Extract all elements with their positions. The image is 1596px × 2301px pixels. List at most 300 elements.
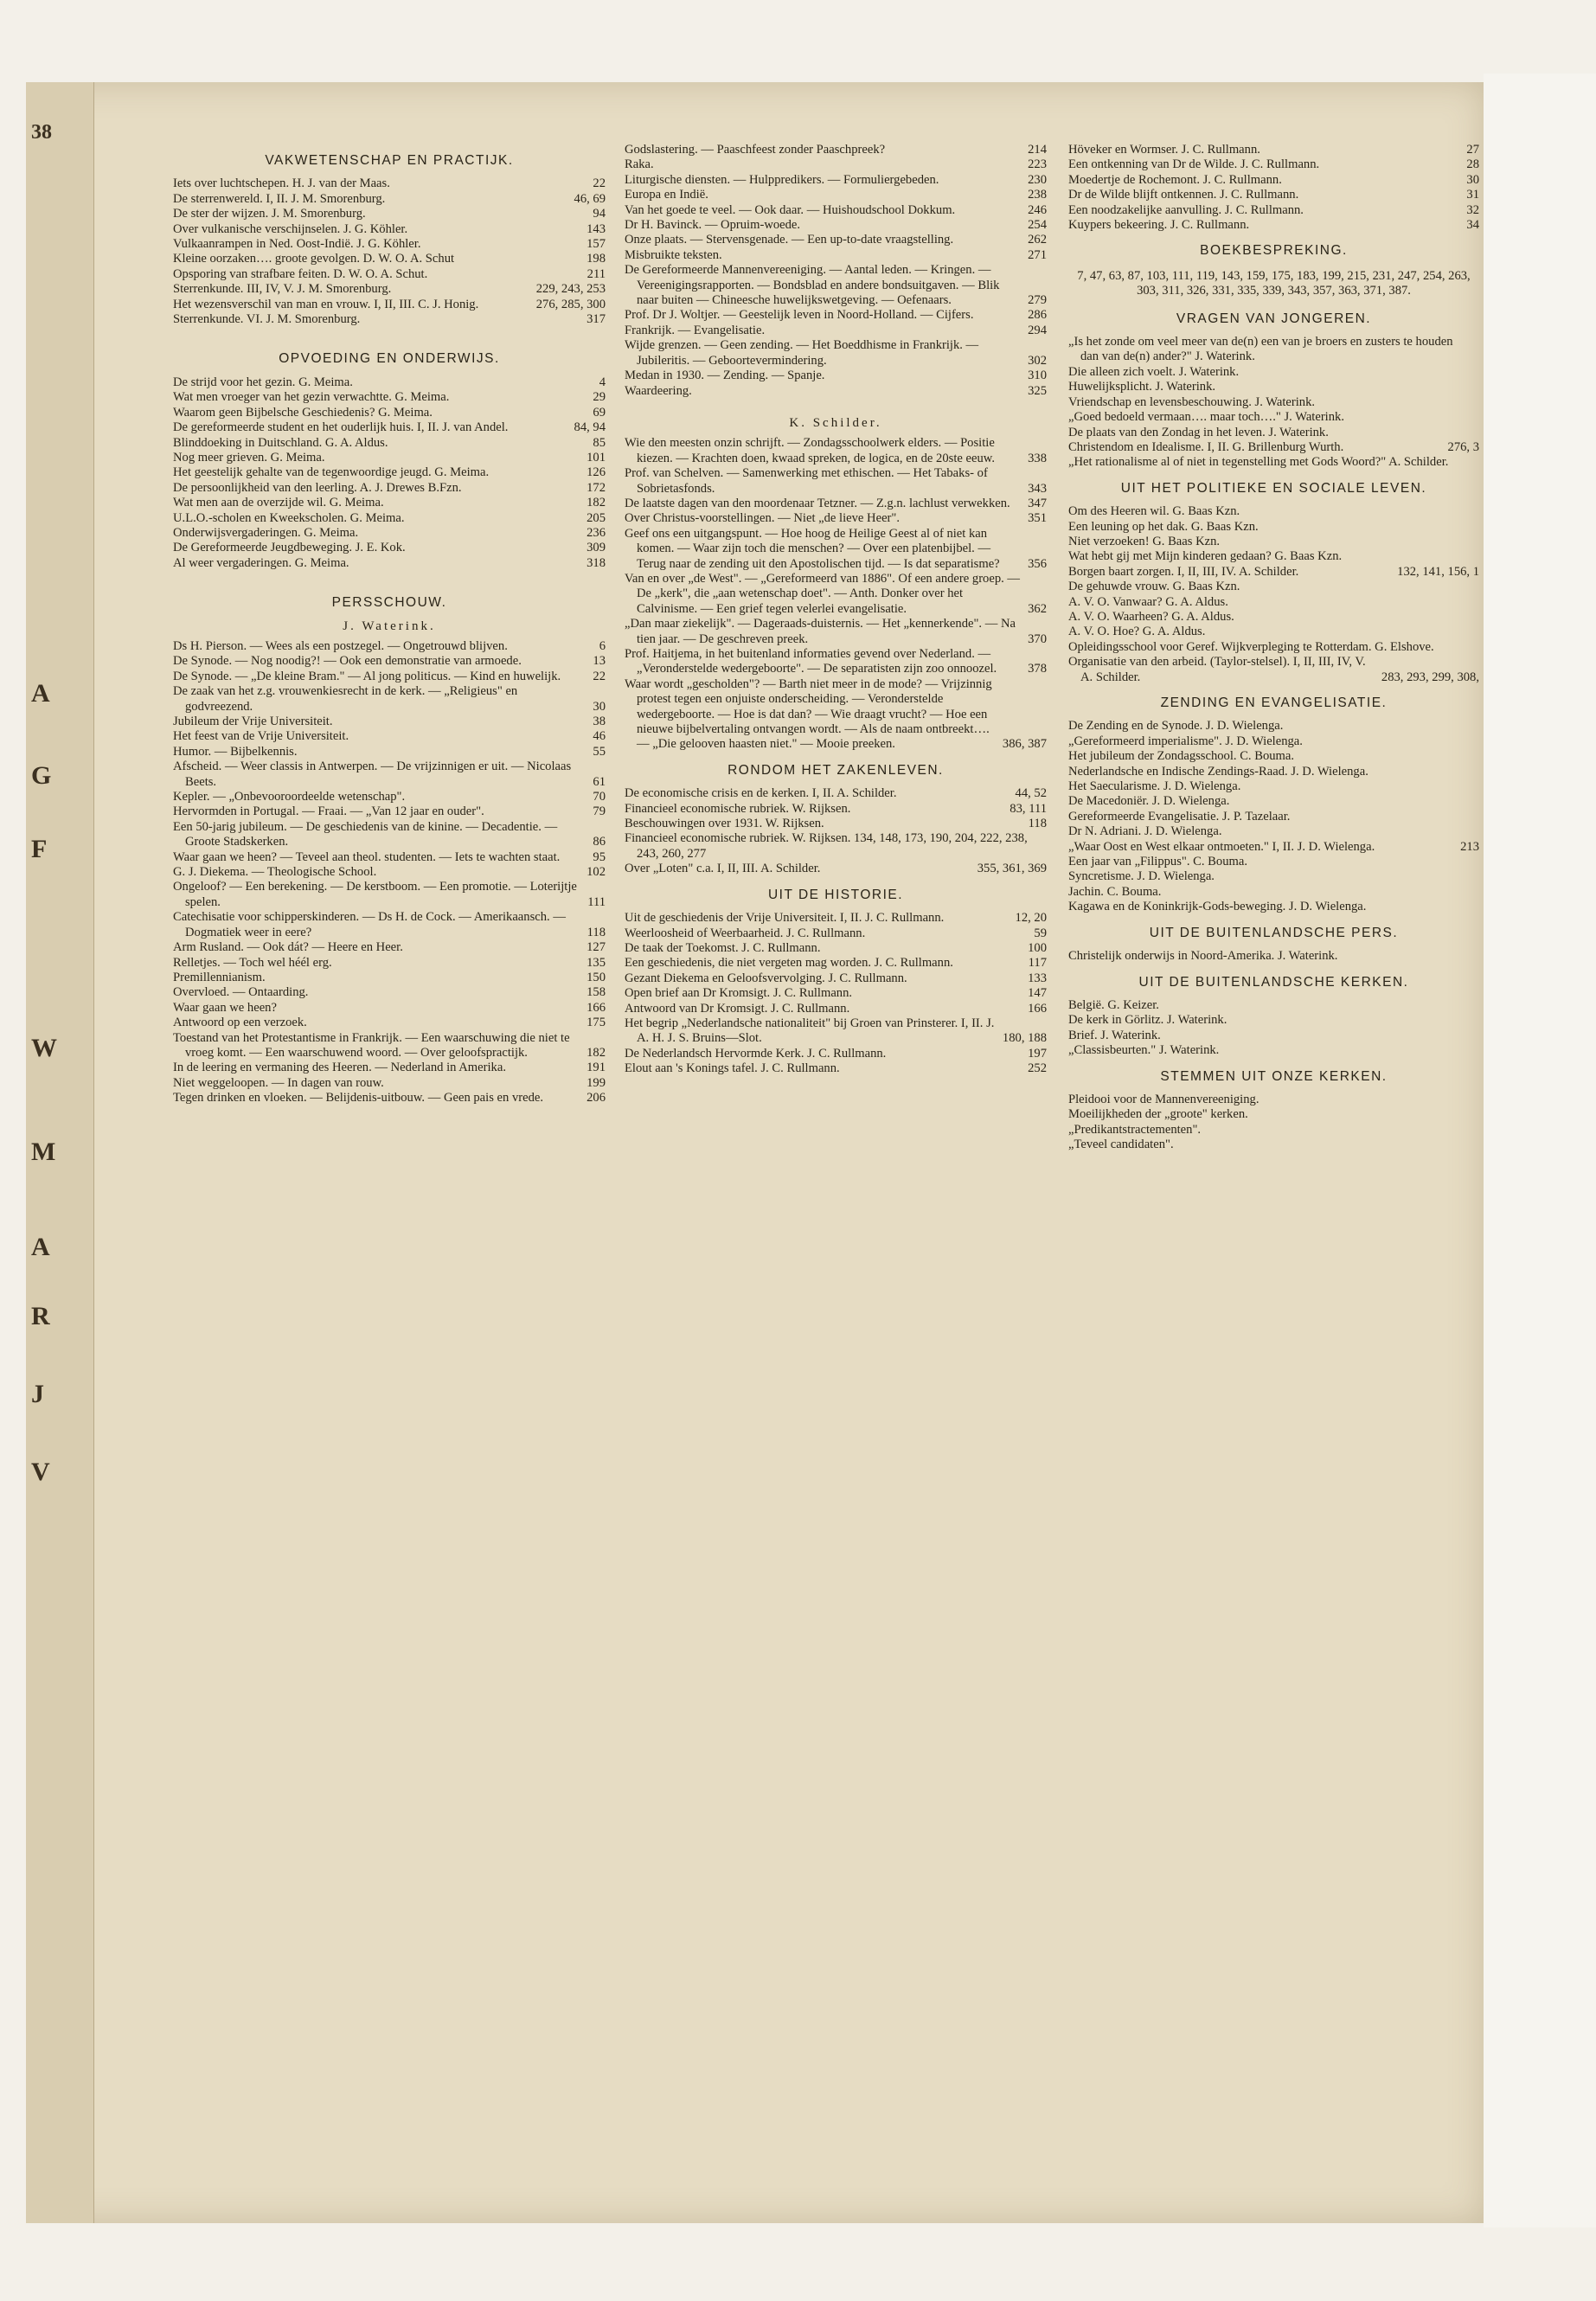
- author-subheading: J. Waterink.: [343, 619, 436, 633]
- spacer: [625, 399, 1047, 413]
- index-entry: [1068, 565, 1479, 580]
- index-entry: [1068, 885, 1479, 900]
- index-entry: [1068, 855, 1479, 869]
- entry-page-numbers: 126: [586, 465, 606, 480]
- entry-title: Liturgische diensten. — Hulppredikers. — Formuliergebeden.: [625, 172, 939, 187]
- index-entry: [173, 715, 606, 729]
- index-entry: [1068, 779, 1479, 794]
- index-entry: [173, 298, 606, 312]
- index-entry: [625, 862, 1047, 876]
- index-entry: [173, 1076, 606, 1091]
- entry-page-numbers: 213: [1460, 839, 1479, 854]
- entry-page-numbers: 286: [1028, 308, 1047, 323]
- index-entry: [173, 790, 606, 804]
- entry-page-numbers: 31: [1466, 188, 1479, 202]
- index-entry: [625, 233, 1047, 247]
- index-entry: [625, 986, 1047, 1001]
- entry-page-numbers: 133: [1028, 971, 1047, 985]
- section-heading: UIT DE BUITENLANDSCHE KERKEN.: [1138, 974, 1409, 990]
- index-entry: [173, 745, 606, 760]
- entry-page-numbers: 223: [1028, 157, 1047, 172]
- index-entry: [625, 802, 1047, 817]
- index-entry: [1068, 810, 1479, 824]
- index-entry: [1068, 535, 1479, 549]
- entry-page-numbers: 132, 141, 156, 1: [1397, 564, 1479, 579]
- section-heading: OPVOEDING EN ONDERWIJS.: [279, 351, 500, 367]
- index-entry: [173, 465, 606, 480]
- index-entry: [625, 971, 1047, 986]
- entry-title: „Is het zonde om veel meer van de(n) een van je broers en zusters te houden dan van de(n) ander?" J. Waterink.: [1068, 335, 1453, 364]
- entry-title: U.L.O.-scholen en Kweekscholen. G. Meima.: [173, 510, 405, 525]
- index-entry: [625, 1002, 1047, 1016]
- entry-title: Nederlandsche en Indische Zendings-Raad. J. D. Wielenga.: [1068, 764, 1368, 779]
- entry-page-numbers: 182: [586, 1045, 606, 1060]
- entry-page-numbers: 310: [1028, 369, 1047, 383]
- entry-page-numbers: 70: [593, 790, 606, 804]
- entry-title: Vulkaanrampen in Ned. Oost-Indië. J. G. Köhler.: [173, 237, 421, 252]
- entry-page-numbers: 46, 69: [574, 191, 606, 206]
- index-entry: [1068, 998, 1479, 1013]
- entry-title: Opleidingsschool voor Geref. Wijkverpleging te Rotterdam. G. Elshove.: [1068, 639, 1434, 654]
- entry-title: Christendom en Idealisme. I, II. G. Brillenburg Wurth.: [1068, 439, 1344, 454]
- entry-title: Relletjes. — Toch wel héél erg.: [173, 955, 332, 970]
- entry-title: Arm Rusland. — Ook dát? — Heere en Heer.: [173, 940, 403, 955]
- index-entry: [1068, 1029, 1479, 1043]
- index-entry: [1068, 549, 1479, 564]
- entry-title: Het wezensverschil van man en vrouw. I, II, III. C. J. Honig.: [173, 297, 479, 311]
- entry-title: Vriendschap en levensbeschouwing. J. Waterink.: [1068, 394, 1316, 409]
- entry-page-numbers: 59: [1034, 926, 1047, 940]
- entry-page-numbers: 386, 387: [1002, 737, 1047, 752]
- index-entry: [173, 375, 606, 390]
- entry-page-numbers: 236: [586, 525, 606, 540]
- section-heading: BOEKBESPREKING.: [1200, 243, 1348, 259]
- entry-title: De gereformeerde student en het ouderlijk huis. I, II. J. van Andel.: [173, 420, 509, 435]
- index-entry: [1068, 365, 1479, 380]
- index-entry: [1068, 173, 1479, 188]
- entry-title: Wie den meesten onzin schrijft. — Zondagsschoolwerk elders. — Positie kiezen. — Krachten doen, kwaad spreken, de logica, en de 20ste eeuw.: [625, 436, 995, 465]
- entry-title: Christelijk onderwijs in Noord-Amerika. J. Waterink.: [1068, 949, 1338, 964]
- entry-title: Europa en Indië.: [625, 188, 708, 202]
- entry-title: De ster der wijzen. J. M. Smorenburg.: [173, 207, 366, 221]
- index-entry: [173, 511, 606, 526]
- entry-title: Het begrip „Nederlandsche nationaliteit" bij Groen van Prinsterer. I, II. J. A. H. J. S. Bruins—Slot.: [625, 1016, 995, 1046]
- entry-title: Premillennianism.: [173, 970, 266, 984]
- index-entry: [173, 496, 606, 510]
- index-entry: [1068, 655, 1479, 685]
- entry-title: Elout aan 's Konings tafel. J. C. Rullmann.: [625, 1061, 840, 1076]
- index-entry: [173, 1016, 606, 1030]
- entry-title: Prof. Haitjema, in het buitenland informaties gevend over Nederland. — „Veronderstelde wedergeboorte". — De separatisten zijn zoo onnoozel.: [625, 647, 997, 676]
- index-entry: [173, 684, 606, 715]
- entry-title: De Zending en de Synode. J. D. Wielenga.: [1068, 719, 1284, 734]
- index-entry: [625, 203, 1047, 218]
- index-entry: [173, 252, 606, 266]
- index-entry: [1068, 218, 1479, 233]
- entry-title: Een noodzakelijke aanvulling. J. C. Rullmann.: [1068, 202, 1304, 217]
- entry-title: Die alleen zich voelt. J. Waterink.: [1068, 364, 1240, 379]
- entry-title: Blinddoeking in Duitschland. G. A. Aldus.: [173, 435, 388, 450]
- binding-letter: G: [31, 761, 52, 790]
- margin-background: [1484, 74, 1596, 2227]
- entry-page-numbers: 30: [1466, 172, 1479, 187]
- index-entry: [173, 1031, 606, 1061]
- entry-title: „Waar Oost en West elkaar ontmoeten." I, II. J. D. Wielenga.: [1068, 839, 1375, 854]
- binding-letter: R: [31, 1302, 50, 1330]
- entry-title: Van en over „de West". — „Gereformeerd van 1886". Of een andere groep. — De „kerk", die „aan wetenschap doet". — Anth. Donker over het Calvinisme. — Een grief tegen velerlei evangelisatie.: [625, 571, 1021, 616]
- index-entry: [1068, 157, 1479, 172]
- index-entry: [1068, 410, 1479, 425]
- entry-page-numbers: 95: [593, 849, 606, 864]
- entry-title: Misbruikte teksten.: [625, 247, 722, 262]
- section-heading: UIT HET POLITIEKE EN SOCIALE LEVEN.: [1120, 480, 1427, 496]
- entry-title: De Synode. — „De kleine Bram." — Al jong politicus. — Kind en huwelijk.: [173, 669, 561, 683]
- index-entry: [173, 451, 606, 465]
- entry-title: „Het rationalisme al of niet in tegenstelling met Gods Woord?" A. Schilder.: [1068, 455, 1449, 470]
- entry-page-numbers: 118: [586, 925, 606, 939]
- entry-title: Brief. J. Waterink.: [1068, 1028, 1161, 1042]
- entry-title: De sterrenwereld. I, II. J. M. Smorenburg.: [173, 191, 386, 206]
- entry-page-numbers: 180, 188: [1002, 1031, 1047, 1046]
- index-entry: [625, 511, 1047, 526]
- entry-title: Over Christus-voorstellingen. — Niet „de lieve Heer".: [625, 511, 901, 526]
- entry-page-numbers: 246: [1028, 202, 1047, 217]
- page-number-fragment: 38: [31, 121, 52, 144]
- entry-title: Een 50-jarig jubileum. — De geschiedenis van de kinine. — Decadentie. — Groote Stadskerken.: [173, 819, 558, 849]
- entry-title: Waar gaan we heen? — Teveel aan theol. studenten. — Iets te wachten staat.: [173, 849, 561, 864]
- entry-title: Kagawa en de Koninkrijk-Gods-beweging. J. D. Wielenga.: [1068, 900, 1367, 914]
- entry-title: Beschouwingen over 1931. W. Rijksen.: [625, 817, 824, 831]
- entry-page-numbers: 22: [593, 176, 606, 191]
- entry-title: De economische crisis en de kerken. I, II. A. Schilder.: [625, 786, 897, 801]
- entry-page-numbers: 197: [1028, 1046, 1047, 1061]
- entry-page-numbers: 211: [586, 266, 606, 281]
- index-entry: [1068, 520, 1479, 535]
- entry-title: Van het goede te veel. — Ook daar. — Huishoudschool Dokkum.: [625, 202, 956, 217]
- section-heading: UIT DE HISTORIE.: [767, 887, 904, 902]
- entry-title: Ongeloof? — Een berekening. — De kerstboom. — Een promotie. — Loterijtje spelen.: [173, 880, 577, 909]
- entry-title: Antwoord op een verzoek.: [173, 1016, 307, 1030]
- entry-title: A. V. O. Hoe? G. A. Aldus.: [1068, 625, 1206, 639]
- entry-page-numbers: 6: [599, 638, 606, 653]
- entry-page-numbers: 205: [586, 510, 606, 525]
- index-entry: [173, 420, 606, 435]
- index-entry: [173, 654, 606, 669]
- index-entry: [1068, 1043, 1479, 1058]
- entry-title: Om des Heeren wil. G. Baas Kzn.: [1068, 504, 1240, 519]
- entry-title: Pleidooi voor de Mannenvereeniging.: [1068, 1092, 1259, 1106]
- spacer: [173, 327, 606, 341]
- index-entry: [173, 850, 606, 865]
- index-entry: [173, 865, 606, 880]
- entry-title: Afscheid. — Weer classis in Antwerpen. — De vrijzinnigen er uit. — Nicolaas Beets.: [173, 760, 572, 789]
- entry-title: Hervormden in Portugal. — Fraai. — „Van 12 jaar en ouder".: [173, 804, 484, 819]
- entry-title: Gezant Diekema en Geloofsvervolging. J. C. Rullmann.: [625, 971, 907, 985]
- index-entry: [173, 971, 606, 985]
- entry-title: Een ontkenning van Dr de Wilde. J. C. Rullmann.: [1068, 157, 1320, 172]
- entry-page-numbers: 238: [1028, 188, 1047, 202]
- entry-title: Tegen drinken en vloeken. — Belijdenis-uitbouw. — Geen pais en vrede.: [173, 1091, 544, 1106]
- entry-page-numbers: 191: [586, 1061, 606, 1075]
- binding-letter: F: [31, 835, 48, 863]
- entry-page-numbers: 85: [593, 435, 606, 450]
- entry-page-numbers: 61: [593, 774, 606, 789]
- index-entry: [1068, 380, 1479, 394]
- index-entry: [1068, 765, 1479, 779]
- entry-page-numbers: 230: [1028, 172, 1047, 187]
- index-entry: [173, 910, 606, 940]
- entry-title: A. V. O. Vanwaar? G. A. Aldus.: [1068, 594, 1228, 609]
- index-entry: [1068, 426, 1479, 440]
- entry-page-numbers: 158: [586, 985, 606, 1000]
- index-entry: [625, 617, 1047, 647]
- entry-title: Kepler. — „Onbevooroordeelde wetenschap".: [173, 790, 406, 804]
- index-entry: [1068, 440, 1479, 455]
- entry-title: Financieel economische rubriek. W. Rijksen.: [625, 801, 851, 816]
- section-heading: ZENDING EN EVANGELISATIE.: [1160, 695, 1388, 710]
- entry-title: Huwelijksplicht. J. Waterink.: [1068, 380, 1216, 394]
- entry-title: Open brief aan Dr Kromsigt. J. C. Rullmann.: [625, 986, 853, 1001]
- section-heading: RONDOM HET ZAKENLEVEN.: [727, 762, 944, 778]
- entry-page-numbers: 214: [1028, 143, 1047, 157]
- index-entry: [625, 786, 1047, 801]
- entry-title: Gereformeerde Evangelisatie. J. P. Tazelaar.: [1068, 809, 1291, 824]
- entry-title: Onze plaats. — Stervensgenade. — Een up-to-date vraagstelling.: [625, 233, 954, 247]
- entry-title: Jubileum der Vrije Universiteit.: [173, 715, 333, 728]
- index-entry: [173, 526, 606, 541]
- entry-title: De Gereformeerde Mannenvereeniging. — Aantal leden. — Kringen. — Vereenigingsrapporten. — Bondsblad en andere bondsuitgaven. — Blik naar buiten — Chineesche huwelijkswetgeving. — Oefenaars.: [625, 263, 1000, 308]
- index-entry: [625, 466, 1047, 497]
- index-entry: [1068, 1013, 1479, 1028]
- index-entry: [625, 248, 1047, 263]
- entry-title: Uit de geschiedenis der Vrije Universiteit. I, II. J. C. Rullmann.: [625, 911, 945, 926]
- index-entry: [173, 639, 606, 654]
- entry-page-numbers: 283, 293, 299, 308,: [1381, 670, 1479, 684]
- entry-page-numbers: 343: [1028, 481, 1047, 496]
- entry-page-numbers: 147: [1028, 986, 1047, 1001]
- index-entry: [625, 497, 1047, 511]
- entry-page-numbers: 254: [1028, 218, 1047, 233]
- entry-page-numbers: 150: [586, 970, 606, 984]
- index-entry: [1068, 949, 1479, 964]
- binding-letter: A: [31, 679, 50, 708]
- entry-title: De Macedoniër. J. D. Wielenga.: [1068, 794, 1230, 809]
- index-entry: [173, 1001, 606, 1016]
- index-entry: [625, 157, 1047, 172]
- entry-title: De gehuwde vrouw. G. Baas Kzn.: [1068, 580, 1240, 594]
- entry-title: Het Saecularisme. J. D. Wielenga.: [1068, 779, 1241, 794]
- index-entry: [173, 820, 606, 850]
- index-column-1: [173, 143, 606, 1106]
- entry-page-numbers: 172: [586, 480, 606, 495]
- index-entry: [1068, 1138, 1479, 1152]
- entry-page-numbers: 199: [586, 1075, 606, 1090]
- entry-title: „Dan maar ziekelijk". — Dageraads-duisternis. — Het „kennerkende". — Na tien jaar. — De geschreven preek.: [625, 617, 1016, 646]
- index-entry: [625, 173, 1047, 188]
- entry-page-numbers: 182: [586, 496, 606, 510]
- entry-title: Wat men aan de overzijde wil. G. Meima.: [173, 496, 384, 510]
- entry-title: Waar gaan we heen?: [173, 1000, 277, 1015]
- index-entry: [173, 670, 606, 684]
- entry-page-numbers: 309: [586, 541, 606, 555]
- index-entry: [625, 1047, 1047, 1061]
- index-entry: [173, 192, 606, 207]
- index-entry: [1068, 335, 1479, 365]
- entry-title: Waar wordt „gescholden"? — Barth niet meer in de mode? — Vrijzinnig protest tegen een onjuiste onderscheiding. — Veronderstelde wedergeboorte. — Hoe is dat dan? — Wie draagt vrucht? — Hoe een nieuwe bijbelvertaling ontvangen wordt. — Als de naam ontbreekt…. — „Die gelooven haasten niet." — Mooie preeken.: [625, 676, 992, 752]
- index-entry: [1068, 625, 1479, 639]
- index-entry: [625, 369, 1047, 383]
- index-entry: [1068, 188, 1479, 202]
- index-entry: [173, 436, 606, 451]
- entry-title: Weerloosheid of Weerbaarheid. J. C. Rullmann.: [625, 926, 866, 940]
- entry-title: Moedertje de Rochemont. J. C. Rullmann.: [1068, 172, 1282, 187]
- entry-page-numbers: 84, 94: [574, 420, 606, 435]
- entry-title: De plaats van den Zondag in het leven. J. Waterink.: [1068, 425, 1329, 439]
- entry-page-numbers: 378: [1028, 662, 1047, 676]
- entry-title: Frankrijk. — Evangelisatie.: [625, 323, 766, 337]
- index-entry: [1068, 1107, 1479, 1122]
- entry-title: Al weer vergaderingen. G. Meima.: [173, 555, 349, 570]
- index-entry: [173, 481, 606, 496]
- entry-title: Toestand van het Protestantisme in Frankrijk. — Een waarschuwing die niet te vroeg komt. — Een waarschuwend woord. — Over geloofspractijk.: [173, 1030, 570, 1060]
- section-heading: UIT DE BUITENLANDSCHE PERS.: [1149, 925, 1399, 940]
- entry-title: Sterrenkunde. VI. J. M. Smorenburg.: [173, 312, 361, 327]
- entry-title: Een leuning op het dak. G. Baas Kzn.: [1068, 519, 1259, 534]
- author-subheading: K. Schilder.: [789, 415, 882, 430]
- index-entry: [173, 760, 606, 790]
- index-entry: [173, 556, 606, 571]
- entry-title: Sterrenkunde. III, IV, V. J. M. Smorenburg.: [173, 282, 392, 297]
- entry-title: Wijde grenzen. — Geen zending. — Het Boeddhisme in Frankrijk. — Jubileritis. — Geboortevermindering.: [625, 338, 979, 368]
- binding-letter: J: [31, 1380, 44, 1408]
- index-entry: [1068, 1123, 1479, 1138]
- entry-title: De persoonlijkheid van den leerling. A. J. Drewes B.Fzn.: [173, 480, 462, 495]
- index-entry: [625, 677, 1047, 753]
- entry-title: De strijd voor het gezin. G. Meima.: [173, 375, 353, 389]
- entry-page-numbers: 100: [1028, 940, 1047, 955]
- entry-title: Overvloed. — Ontaarding.: [173, 985, 309, 1000]
- entry-title: Onderwijsvergaderingen. G. Meima.: [173, 525, 359, 540]
- entry-title: Ds H. Pierson. — Wees als een postzegel. — Ongetrouwd blijven.: [173, 638, 508, 653]
- entry-page-numbers: 175: [586, 1016, 606, 1030]
- binding-letter: M: [31, 1138, 56, 1166]
- entry-title: Catechisatie voor schipperskinderen. — Ds H. de Cock. — Amerikaansch. — Dogmatiek weer in eere?: [173, 910, 566, 939]
- entry-title: De Nederlandsch Hervormde Kerk. J. C. Rullmann.: [625, 1046, 887, 1061]
- entry-page-numbers: 279: [1028, 293, 1047, 308]
- entry-title: Niet verzoeken! G. Baas Kzn.: [1068, 534, 1221, 548]
- entry-title: Kleine oorzaken…. groote gevolgen. D. W. O. A. Schut: [173, 252, 455, 266]
- entry-page-numbers: 262: [1028, 233, 1047, 247]
- entry-page-numbers: 325: [1028, 383, 1047, 398]
- entry-title: Een jaar van „Filippus". C. Bouma.: [1068, 855, 1247, 869]
- section-heading: STEMMEN UIT ONZE KERKEN.: [1160, 1068, 1388, 1084]
- index-entry: [625, 831, 1047, 862]
- index-entry: [625, 647, 1047, 677]
- entry-title: Waarom geen Bijbelsche Geschiedenis? G. Meima.: [173, 405, 433, 420]
- entry-page-numbers: 362: [1028, 601, 1047, 616]
- entry-page-numbers: 276, 3: [1447, 439, 1479, 454]
- index-entry: [1068, 840, 1479, 855]
- entry-page-numbers: 55: [593, 744, 606, 759]
- entry-title: „Goed bedoeld vermaan…. maar toch…." J. Waterink.: [1068, 410, 1344, 425]
- section-heading: VRAGEN VAN JONGEREN.: [1176, 311, 1372, 326]
- index-entry: [173, 237, 606, 252]
- entry-title: A. V. O. Waarheen? G. A. Aldus.: [1068, 609, 1234, 624]
- entry-title: Humor. — Bijbelkennis.: [173, 744, 298, 759]
- entry-title: Het geestelijk gehalte van de tegenwoordige jeugd. G. Meima.: [173, 465, 490, 480]
- entry-page-numbers: 118: [1028, 817, 1047, 831]
- entry-page-numbers: 12, 20: [1015, 911, 1047, 926]
- entry-title: Het jubileum der Zondagsschool. C. Bouma.: [1068, 749, 1295, 764]
- entry-title: Antwoord van Dr Kromsigt. J. C. Rullmann.: [625, 1001, 850, 1016]
- entry-page-numbers: 351: [1028, 511, 1047, 526]
- entry-title: Godslastering. — Paaschfeest zonder Paaschpreek?: [625, 143, 886, 157]
- index-column-2: [625, 143, 1047, 1077]
- entry-page-numbers: 46: [593, 729, 606, 744]
- entry-title: „Gereformeerd imperialisme". J. D. Wielenga.: [1068, 734, 1303, 748]
- index-entry: [625, 263, 1047, 308]
- entry-page-numbers: 22: [593, 669, 606, 683]
- entry-page-numbers: 276, 285, 300: [535, 297, 606, 311]
- index-entry: [1068, 824, 1479, 839]
- entry-title: Organisatie van den arbeid. (Taylor-stelsel). I, II, III, IV, V. A. Schilder.: [1068, 655, 1366, 684]
- entry-title: Waardeering.: [625, 383, 692, 398]
- index-entry: [1068, 900, 1479, 914]
- entry-page-numbers: 347: [1028, 496, 1047, 510]
- entry-title: Een geschiedenis, die niet vergeten mag worden. J. C. Rullmann.: [625, 956, 953, 971]
- entry-page-numbers: 34: [1466, 218, 1479, 233]
- index-entry: [173, 956, 606, 971]
- entry-title: Wat men vroeger van het gezin verwachtte. G. Meima.: [173, 390, 450, 405]
- entry-page-numbers: 166: [1028, 1001, 1047, 1016]
- entry-title: Financieel economische rubriek. W. Rijksen. 134, 148, 173, 190, 204, 222, 238, 243, 260, 277: [625, 831, 1028, 861]
- index-entry: [173, 541, 606, 555]
- entry-page-numbers: 27: [1466, 143, 1479, 157]
- entry-title: Over „Loten" c.a. I, II, III. A. Schilder.: [625, 862, 821, 876]
- index-column-3: [1068, 143, 1479, 1153]
- entry-title: Borgen baart zorgen. I, II, III, IV. A. Schilder.: [1068, 564, 1299, 579]
- entry-title: Dr N. Adriani. J. D. Wielenga.: [1068, 824, 1222, 839]
- entry-title: Iets over luchtschepen. H. J. van der Maas.: [173, 176, 390, 191]
- entry-page-numbers: 127: [586, 940, 606, 955]
- entry-title: Dr H. Bavinck. — Opruim-woede.: [625, 218, 801, 233]
- index-entry: [1068, 595, 1479, 610]
- entry-title: Höveker en Wormser. J. C. Rullmann.: [1068, 143, 1260, 157]
- entry-page-numbers: 101: [586, 450, 606, 465]
- binding-letter: A: [31, 1233, 50, 1261]
- entry-title: De laatste dagen van den moordenaar Tetzner. — Z.g.n. lachlust verwekken.: [625, 496, 1010, 510]
- index-entry: [1068, 610, 1479, 625]
- binding-strip: [26, 82, 94, 2223]
- index-entry: [625, 1061, 1047, 1076]
- entry-page-numbers: 44, 52: [1015, 786, 1047, 801]
- index-entry: [1068, 794, 1479, 809]
- entry-title: „Predikantstractementen".: [1068, 1122, 1202, 1137]
- index-entry: [173, 406, 606, 420]
- entry-title: G. J. Diekema. — Theologische School.: [173, 865, 377, 880]
- entry-title: De taak der Toekomst. J. C. Rullmann.: [625, 940, 821, 955]
- index-entry: [625, 527, 1047, 572]
- index-entry: [173, 729, 606, 744]
- entry-page-numbers: 370: [1028, 631, 1047, 646]
- index-entry: [625, 572, 1047, 617]
- entry-page-numbers: 302: [1028, 353, 1047, 368]
- index-entry: [625, 436, 1047, 466]
- index-entry: [1068, 640, 1479, 655]
- index-entry: [625, 384, 1047, 399]
- index-entry: [625, 926, 1047, 941]
- index-entry: [1068, 143, 1479, 157]
